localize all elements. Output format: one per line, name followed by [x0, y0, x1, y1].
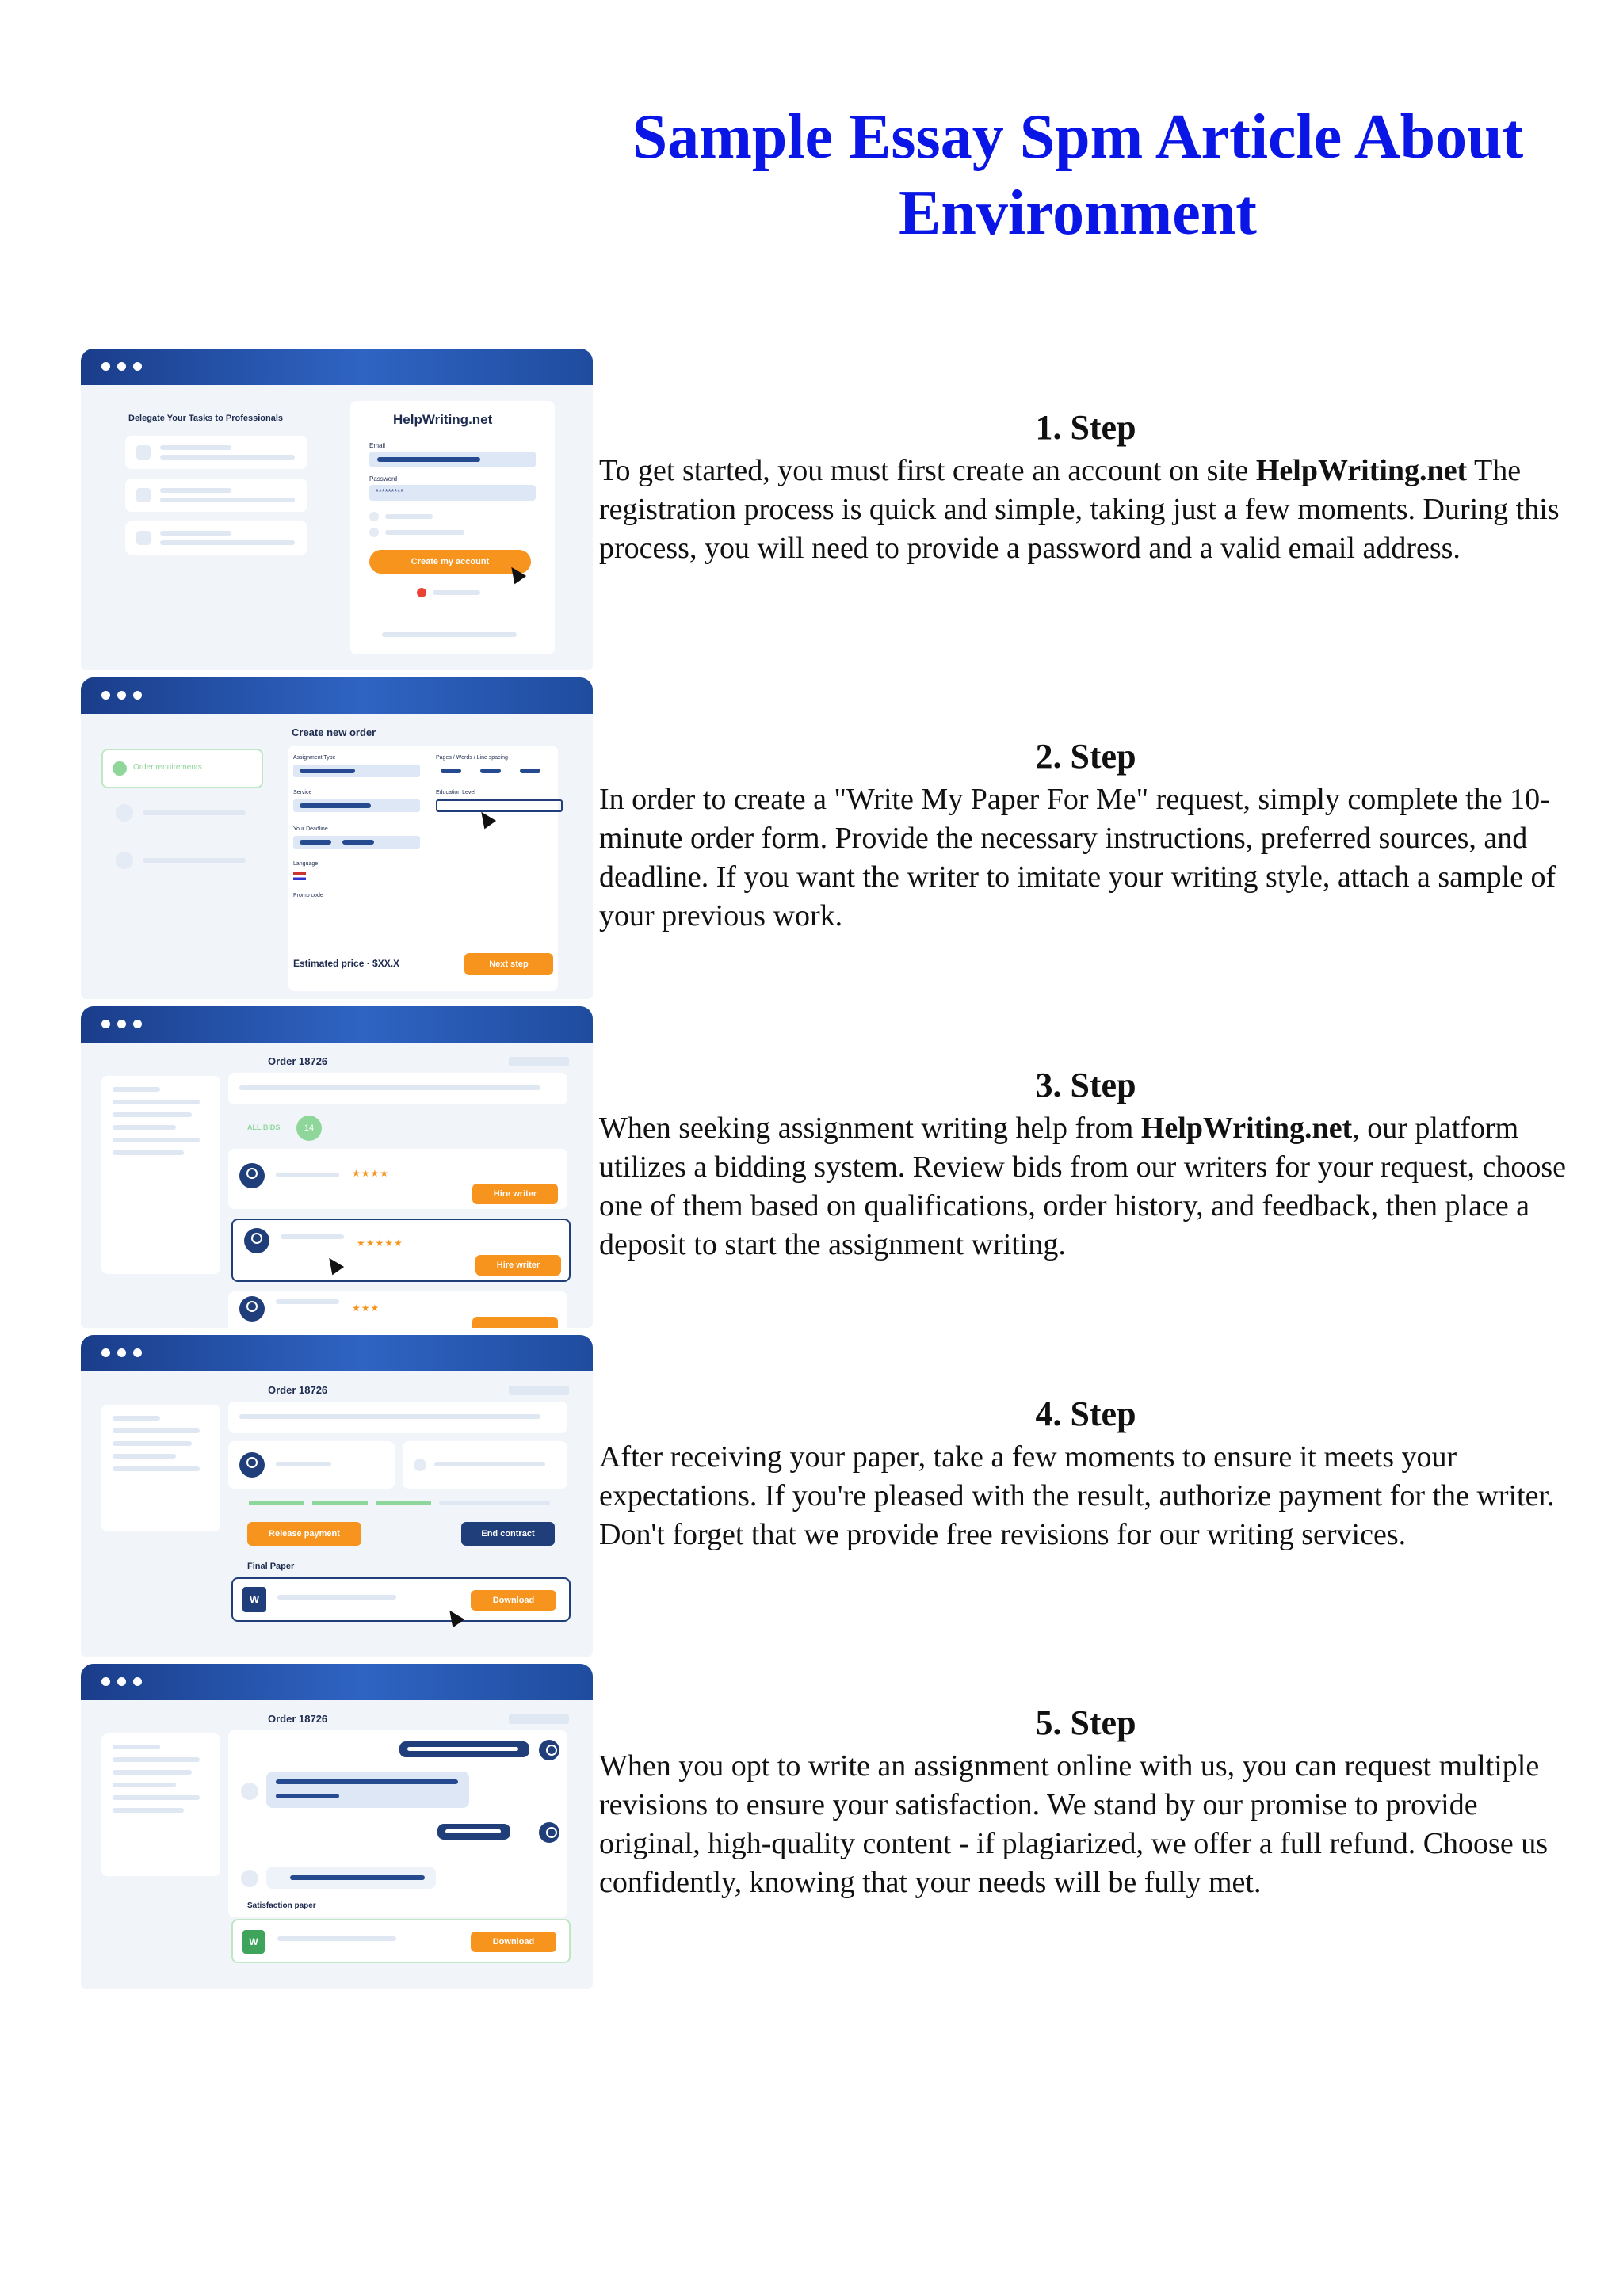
- form-heading: Create new order: [292, 727, 376, 738]
- bids-label: ALL BIDS: [247, 1123, 281, 1131]
- order-title: Order 18726: [268, 1384, 328, 1396]
- order-sidebar: [101, 1733, 220, 1876]
- step-heading: 4. Step: [1035, 1394, 1136, 1433]
- user-avatar: [539, 1822, 559, 1843]
- page-title: Sample Essay Spm Article About Environment: [632, 102, 1524, 248]
- message-bubble: [266, 1867, 436, 1889]
- window-dot-icon: [133, 691, 142, 700]
- order-title: Order 18726: [268, 1713, 328, 1725]
- window-title-bar: [81, 677, 593, 714]
- cursor-icon: [444, 1607, 464, 1628]
- hire-writer-button[interactable]: Hire writer: [475, 1255, 561, 1276]
- window-dot-icon: [133, 362, 142, 371]
- email-field[interactable]: [369, 452, 536, 467]
- sidebar-item-requirements[interactable]: Order requirements: [101, 749, 263, 788]
- brand-link[interactable]: HelpWriting.net: [1140, 1112, 1353, 1145]
- create-account-button[interactable]: Create my account: [369, 550, 531, 574]
- writer-avatar: [239, 1452, 265, 1478]
- assignment-type-select[interactable]: [293, 765, 420, 777]
- signup-mockup: [81, 349, 593, 670]
- rating-stars: ★★★★: [352, 1168, 390, 1179]
- bids-mockup: [81, 1006, 593, 1328]
- order-sidebar: [101, 1405, 220, 1531]
- bid-card: [228, 1149, 567, 1209]
- password-field[interactable]: *********: [369, 485, 536, 501]
- window-dot-icon: [117, 691, 126, 700]
- window-dot-icon: [101, 1348, 110, 1357]
- window-dot-icon: [117, 1677, 126, 1686]
- estimated-price: Estimated price · $XX.X: [293, 958, 400, 969]
- step-heading: 2. Step: [1035, 737, 1136, 776]
- signup-card: [350, 401, 555, 654]
- bid-card-selected[interactable]: [231, 1219, 571, 1282]
- window-title-bar: [81, 1664, 593, 1700]
- order-form: Assignment Type Pages / Words / Line spacing Service Education Level Your Deadline Language Promo code Estimated price · $XX.X Next step: [288, 746, 558, 991]
- satisfaction-paper-label: Satisfaction paper: [247, 1901, 316, 1910]
- download-button[interactable]: Download: [471, 1932, 556, 1952]
- window-dot-icon: [101, 691, 110, 700]
- order-form-mockup: [81, 677, 593, 999]
- us-flag-icon[interactable]: [293, 872, 306, 880]
- brand-link[interactable]: HelpWriting.net: [1255, 454, 1468, 487]
- window-dot-icon: [117, 1020, 126, 1028]
- message-bubble: [437, 1824, 510, 1840]
- rating-stars: ★★★: [352, 1302, 380, 1314]
- final-paper-file[interactable]: [231, 1577, 571, 1622]
- window-dot-icon: [117, 1348, 126, 1357]
- step-text: After receiving your paper, take a few moments to ensure it meets your expectations. If you're pleased with the result, authorize payment for the writer. Don't forget that we provide free revisions for our writing services.: [599, 1440, 1555, 1551]
- download-button[interactable]: Download: [471, 1590, 556, 1611]
- bids-count-badge: 14: [296, 1116, 322, 1141]
- order-sidebar: [101, 1076, 220, 1274]
- hire-writer-button[interactable]: Hire writer: [472, 1184, 558, 1204]
- next-step-button[interactable]: Next step: [464, 953, 553, 975]
- cursor-icon: [323, 1254, 344, 1276]
- service-select[interactable]: [293, 799, 420, 812]
- hire-writer-button[interactable]: [472, 1317, 558, 1328]
- step-heading: 5. Step: [1035, 1703, 1136, 1742]
- step-text: In order to create a "Write My Paper For Me" request, simply complete the 10-minute order form. Provide the necessary instructions, preferred sources, and deadline. If you want the writer to imitate your writing style, attach a sample of your previous work.: [599, 783, 1556, 933]
- education-level-select[interactable]: [436, 799, 563, 812]
- pages-stepper[interactable]: [436, 765, 563, 777]
- window-dot-icon: [117, 362, 126, 371]
- email-label: Email: [369, 442, 386, 449]
- window-dot-icon: [133, 1020, 142, 1028]
- password-label: Password: [369, 475, 398, 482]
- window-dot-icon: [133, 1677, 142, 1686]
- step-text: When seeking assignment writing help from HelpWriting.net, our platform utilizes a bidding system. Review bids from our writers for your request, choose one of them based on qualifications, order history, and feedback, then place a deposit to start the assignment writing.: [599, 1112, 1566, 1261]
- message-thread: [228, 1730, 567, 1917]
- step-heading: 3. Step: [1035, 1066, 1136, 1104]
- deadline-picker[interactable]: [293, 836, 420, 849]
- window-title-bar: [81, 1335, 593, 1371]
- window-dot-icon: [101, 1020, 110, 1028]
- rating-stars: ★★★★★: [357, 1238, 403, 1249]
- user-avatar: [539, 1740, 559, 1760]
- word-file-icon: W: [242, 1587, 266, 1612]
- window-title-bar: [81, 1006, 593, 1043]
- window-dot-icon: [101, 362, 110, 371]
- final-paper-label: Final Paper: [247, 1562, 295, 1571]
- end-contract-button[interactable]: End contract: [461, 1522, 555, 1546]
- bid-card: [228, 1291, 567, 1328]
- mockup-heading: Delegate Your Tasks to Professionals: [128, 414, 284, 423]
- release-payment-button[interactable]: Release payment: [247, 1522, 361, 1546]
- message-bubble: [399, 1741, 529, 1757]
- writer-avatar: [244, 1228, 269, 1253]
- step-text: To get started, you must first create an account on site HelpWriting.net The registration process is quick and simple, taking just a few moments. During this process, you will need to provide a password and a valid email address.: [599, 454, 1560, 565]
- revision-mockup: [81, 1664, 593, 1989]
- window-dot-icon: [133, 1348, 142, 1357]
- word-file-icon: W: [242, 1930, 265, 1954]
- brand-logo: HelpWriting.net: [393, 412, 493, 427]
- writer-avatar: [239, 1163, 265, 1188]
- google-icon[interactable]: [417, 588, 426, 597]
- window-title-bar: [81, 349, 593, 385]
- satisfaction-paper-file[interactable]: [231, 1919, 571, 1963]
- window-dot-icon: [101, 1677, 110, 1686]
- order-title: Order 18726: [268, 1055, 328, 1067]
- message-bubble: [266, 1772, 469, 1808]
- step-text: When you opt to write an assignment online with us, you can request multiple revisions to ensure your satisfaction. We stand by our promise to provide original, high-quality content - if plagiarized, we offer a full refund. Choose us confidently, knowing that your needs will be fully met.: [599, 1749, 1548, 1899]
- step-heading: 1. Step: [1035, 408, 1136, 447]
- payment-mockup: [81, 1335, 593, 1657]
- writer-avatar: [239, 1296, 265, 1322]
